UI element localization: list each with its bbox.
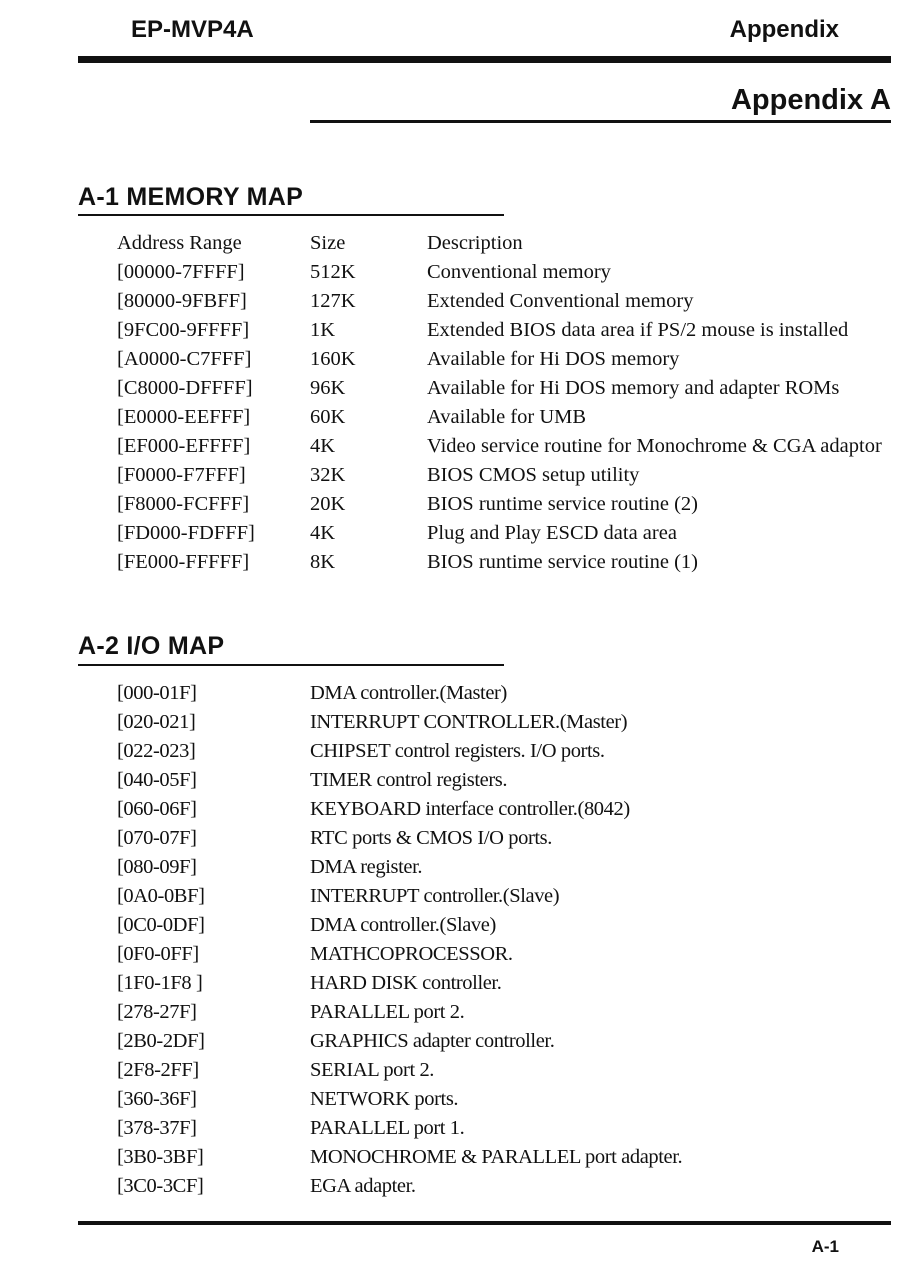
io-address-cell: [3B0-3BF] [117,1146,204,1168]
io-description-cell: MONOCHROME & PARALLEL port adapter. [310,1146,683,1168]
address-range-cell: [FE000-FFFFF] [117,551,250,573]
size-cell: 4K [310,435,336,457]
io-description-cell: INTERRUPT controller.(Slave) [310,885,560,907]
header-model: EP-MVP4A [131,16,254,43]
description-cell: Available for Hi DOS memory [427,348,680,370]
footer-rule [78,1221,891,1225]
memory-map-row [117,462,897,488]
io-map-row [117,999,817,1025]
description-cell: Available for Hi DOS memory and adapter ROMs [427,377,840,399]
address-range-cell: [A0000-C7FFF] [117,348,252,370]
io-map-row [117,1144,817,1170]
io-description-cell: DMA register. [310,856,423,878]
io-description-cell: MATHCOPROCESSOR. [310,943,513,965]
io-address-cell: [2F8-2FF] [117,1059,199,1081]
io-address-cell: [0A0-0BF] [117,885,205,907]
io-address-cell: [0F0-0FF] [117,943,199,965]
description-cell: Available for UMB [427,406,587,428]
io-map-row [117,796,817,822]
description-cell: BIOS runtime service routine (2) [427,493,698,515]
size-header: Size [310,232,346,254]
address-range-cell: [80000-9FBFF] [117,290,247,312]
io-address-cell: [360-36F] [117,1088,197,1110]
description-header: Description [427,232,523,254]
address-range-cell: [F0000-F7FFF] [117,464,246,486]
io-description-cell: PARALLEL port 1. [310,1117,465,1139]
address-range-cell: [E0000-EEFFF] [117,406,251,428]
page-number: A-1 [811,1237,839,1256]
io-description-cell: HARD DISK controller. [310,972,502,994]
description-cell: Conventional memory [427,261,611,283]
memory-map-heading: A-1 MEMORY MAP [78,183,304,211]
io-address-cell: [070-07F] [117,827,197,849]
header-section: Appendix [729,16,839,43]
io-map-rule [78,664,504,666]
io-address-cell: [022-023] [117,740,196,762]
io-map-row [117,1057,817,1083]
io-map-row [117,825,817,851]
io-description-cell: INTERRUPT CONTROLLER.(Master) [310,711,628,733]
io-address-cell: [020-021] [117,711,196,733]
size-cell: 96K [310,377,346,399]
address-range-header: Address Range [117,232,242,254]
io-map-row [117,970,817,996]
io-map-row [117,912,817,938]
address-range-cell: [00000-7FFFF] [117,261,245,283]
description-cell: Video service routine for Monochrome & CGA adaptor [427,435,882,457]
io-map-table [117,680,817,1202]
io-map-row [117,1028,817,1054]
io-address-cell: [000-01F] [117,682,197,704]
memory-map-row [117,346,897,372]
memory-map-row [117,491,897,517]
io-description-cell: KEYBOARD interface controller.(8042) [310,798,630,820]
description-cell: BIOS CMOS setup utility [427,464,640,486]
title-rule [310,120,891,123]
size-cell: 1K [310,319,336,341]
io-address-cell: [378-37F] [117,1117,197,1139]
address-range-cell: [FD000-FDFFF] [117,522,255,544]
io-description-cell: CHIPSET control registers. I/O ports. [310,740,605,762]
size-cell: 4K [310,522,336,544]
io-map-row [117,1173,817,1199]
address-range-cell: [F8000-FCFFF] [117,493,250,515]
memory-map-table [117,230,897,578]
io-address-cell: [060-06F] [117,798,197,820]
io-map-row [117,680,817,706]
io-address-cell: [040-05F] [117,769,197,791]
io-address-cell: [0C0-0DF] [117,914,205,936]
size-cell: 127K [310,290,356,312]
size-cell: 8K [310,551,336,573]
io-description-cell: EGA adapter. [310,1175,416,1197]
memory-map-row [117,288,897,314]
page-title: Appendix A [730,84,891,116]
description-cell: Extended Conventional memory [427,290,694,312]
description-cell: Plug and Play ESCD data area [427,522,677,544]
description-cell: BIOS runtime service routine (1) [427,551,698,573]
memory-map-row [117,433,897,459]
address-range-cell: [9FC00-9FFFF] [117,319,250,341]
io-map-row [117,854,817,880]
io-description-cell: PARALLEL port 2. [310,1001,465,1023]
io-map-row [117,883,817,909]
io-description-cell: GRAPHICS adapter controller. [310,1030,555,1052]
memory-map-row [117,549,897,575]
io-description-cell: DMA controller.(Slave) [310,914,496,936]
size-cell: 60K [310,406,346,428]
memory-map-row [117,317,897,343]
io-address-cell: [2B0-2DF] [117,1030,205,1052]
size-cell: 32K [310,464,346,486]
io-map-row [117,1115,817,1141]
address-range-cell: [C8000-DFFFF] [117,377,253,399]
io-description-cell: NETWORK ports. [310,1088,459,1110]
io-map-heading: A-2 I/O MAP [78,632,225,660]
io-address-cell: [278-27F] [117,1001,197,1023]
io-map-row [117,738,817,764]
io-address-cell: [3C0-3CF] [117,1175,204,1197]
io-description-cell: TIMER control registers. [310,769,508,791]
header-rule [78,56,891,63]
memory-map-row [117,404,897,430]
io-map-row [117,1086,817,1112]
io-map-row [117,941,817,967]
io-address-cell: [1F0-1F8 ] [117,972,203,994]
io-description-cell: RTC ports & CMOS I/O ports. [310,827,552,849]
io-description-cell: DMA controller.(Master) [310,682,507,704]
description-cell: Extended BIOS data area if PS/2 mouse is installed [427,319,849,341]
memory-map-row [117,375,897,401]
io-address-cell: [080-09F] [117,856,197,878]
memory-map-header-row [117,230,897,256]
address-range-cell: [EF000-EFFFF] [117,435,251,457]
memory-map-rule [78,214,504,216]
size-cell: 20K [310,493,346,515]
io-description-cell: SERIAL port 2. [310,1059,435,1081]
memory-map-row [117,259,897,285]
io-map-row [117,767,817,793]
size-cell: 160K [310,348,356,370]
size-cell: 512K [310,261,356,283]
io-map-row [117,709,817,735]
memory-map-row [117,520,897,546]
